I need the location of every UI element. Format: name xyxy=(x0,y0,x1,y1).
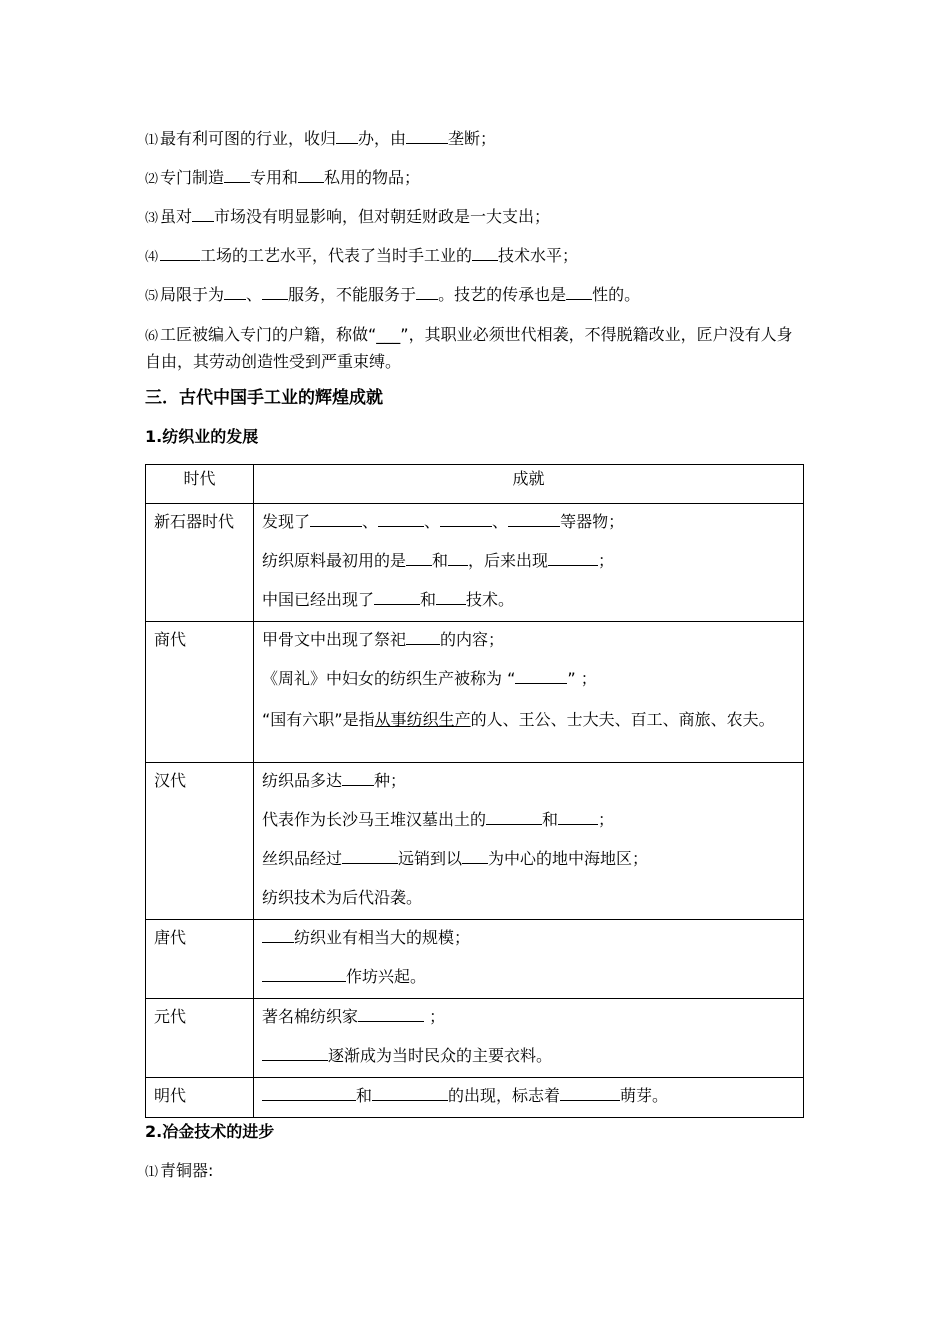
intro-item-4: ⑷ 工场的工艺水平，代表了当时手工业的 技术水平； xyxy=(145,246,579,265)
achievement-line: 纺织技术为后代沿袭。 xyxy=(262,888,423,907)
era-cell: 明代 xyxy=(146,1078,254,1118)
section-heading: 三．古代中国手工业的辉煌成就 xyxy=(145,388,383,408)
table-header-row xyxy=(146,465,804,504)
intro-item-2: ⑵ 专门制造 专用和 私用的物品； xyxy=(145,168,421,187)
header-era: 时代 xyxy=(146,465,254,504)
fill-blank xyxy=(416,284,438,300)
achievement-line: 纺织业有相当大的规模； xyxy=(262,927,795,949)
item-number: ⑸ xyxy=(145,289,159,304)
fill-blank xyxy=(160,245,200,261)
table-row xyxy=(146,1078,804,1118)
achievement-line: 纺织原料最初用的是 和 ，后来出现 ； xyxy=(262,551,615,570)
table-row xyxy=(146,504,804,622)
era-cell: 唐代 xyxy=(146,920,254,999)
achievement-cell xyxy=(254,920,804,999)
item-number: ⑴ xyxy=(145,1165,159,1180)
era-cell: 汉代 xyxy=(146,763,254,920)
achievement-cell xyxy=(254,763,804,920)
header-achievement: 成就 xyxy=(254,465,804,504)
achievement-line: 《周礼》中妇女的纺织生产被称为 “ ” ； xyxy=(262,669,597,688)
era-cell: 商代 xyxy=(146,622,254,763)
fill-blank xyxy=(298,167,324,183)
achievement-cell xyxy=(254,999,804,1078)
fill-blank xyxy=(336,128,358,144)
textile-table xyxy=(145,464,804,1118)
fill-blank xyxy=(224,284,246,300)
table-row xyxy=(146,999,804,1078)
metallurgy-item-1: ⑴ 青铜器: xyxy=(145,1161,214,1180)
intro-item-1: ⑴ 最有利可图的行业，收归 办，由 垄断； xyxy=(145,129,497,148)
fill-blank xyxy=(262,284,288,300)
table-row xyxy=(146,763,804,920)
achievement-line: “国有六职”是指从事纺织生产的人、王公、士大夫、百工、商旅、农夫。 xyxy=(262,710,775,729)
achievement-line: 中国已经出现了 和 技术。 xyxy=(262,590,515,609)
fill-blank xyxy=(566,284,592,300)
item-number: ⑴ xyxy=(145,133,159,148)
achievement-line: 丝织品经过 远销到以 为中心的地中海地区； xyxy=(262,849,649,868)
fill-blank xyxy=(406,128,448,144)
achievement-line: 纺织品多达 种； xyxy=(262,771,407,790)
fill-blank xyxy=(472,245,498,261)
fill-blank xyxy=(224,167,250,183)
era-cell: 元代 xyxy=(146,999,254,1078)
intro-item-5: ⑸ 局限于为 、 服务，不能服务于 。技艺的传承也是 性的。 xyxy=(145,285,641,304)
achievement-line: 甲骨文中出现了祭祀 的内容； xyxy=(262,630,505,649)
item-number: ⑶ xyxy=(145,211,159,226)
achievement-line: 代表作为长沙马王堆汉墓出土的 和 ； xyxy=(262,810,615,829)
achievement-cell xyxy=(254,504,804,622)
fill-blank xyxy=(192,206,214,222)
intro-item-3: ⑶ 虽对 市场没有明显影响，但对朝廷财政是一大支出； xyxy=(145,207,551,226)
item-number: ⑷ xyxy=(145,250,159,265)
table-row xyxy=(146,622,804,763)
achievement-cell xyxy=(254,622,804,763)
achievement-line: 和 的出现，标志着 萌芽。 xyxy=(262,1085,795,1107)
subsection-heading-textile: 1.纺织业的发展 xyxy=(145,427,259,446)
subsection-heading-metallurgy: 2.冶金技术的进步 xyxy=(145,1122,275,1141)
achievement-line: 著名棉纺织家 ； xyxy=(262,1007,446,1026)
achievement-line: 作坊兴起。 xyxy=(262,966,795,988)
achievement-line: 逐渐成为当时民众的主要衣料。 xyxy=(262,1045,795,1067)
intro-item-6: ⑹ 工匠被编入专门的户籍，称做“___”，其职业必须世代相袭，不得脱籍改业，匠户没有人身自由，其劳动创造性受到严重束缚。 xyxy=(145,325,793,371)
item-number: ⑹ xyxy=(145,329,159,344)
era-cell: 新石器时代 xyxy=(146,504,254,622)
achievement-line: 发现了 、 、 、 等器物； xyxy=(262,512,625,531)
achievement-cell xyxy=(254,1078,804,1118)
item-number: ⑵ xyxy=(145,172,159,187)
table-row xyxy=(146,920,804,999)
